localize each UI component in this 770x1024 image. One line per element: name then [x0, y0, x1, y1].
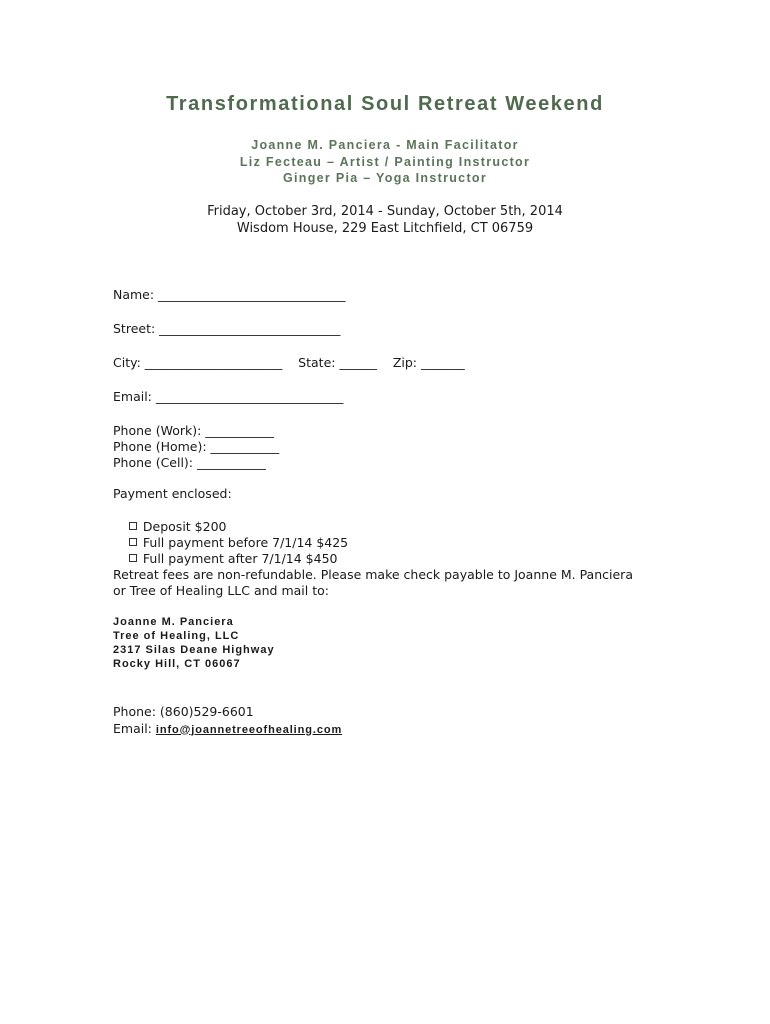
contact-email-label: Email: — [113, 720, 156, 736]
street-field: Street: _____________________________ — [113, 321, 341, 336]
payment-heading: Payment enclosed: — [113, 486, 232, 501]
phone-work-field: Phone (Work): ___________ — [113, 423, 275, 438]
checkbox-icon — [129, 554, 137, 562]
event-location: Wisdom House, 229 East Litchfield, CT 06759 — [236, 221, 534, 236]
contact-email-link[interactable]: info@joannetreeofhealing.com — [155, 723, 343, 736]
refund-notice-line-1: Retreat fees are non-refundable. Please make check payable to Joanne M. Panciera — [113, 567, 633, 582]
mailing-address — [113, 615, 275, 671]
event-dates: Friday, October 3rd, 2014 - Sunday, October 5th, 2014 — [207, 204, 563, 219]
staff-yoga-instructor: Ginger Pia – Yoga Instructor — [282, 171, 488, 185]
address-city: Rocky Hill, CT 06067 — [113, 658, 241, 670]
staff-main-facilitator: Joanne M. Panciera - Main Facilitator — [251, 138, 519, 152]
name-field: Name: ______________________________ — [113, 287, 346, 302]
contact-phone: Phone: (860)529-6601 — [113, 704, 254, 719]
phone-home-field: Phone (Home): ___________ — [113, 439, 280, 454]
address-name: Joanne M. Panciera — [113, 616, 234, 628]
page-title: Transformational Soul Retreat Weekend — [166, 93, 604, 115]
email-field: Email: ______________________________ — [113, 389, 344, 404]
address-street: 2317 Silas Deane Highway — [113, 644, 275, 656]
address-company: Tree of Healing, LLC — [113, 630, 240, 642]
contact-email-row — [113, 721, 342, 739]
contact-info — [113, 704, 342, 738]
payment-option-label: Full payment after 7/1/14 $450 — [142, 550, 338, 566]
staff-list — [0, 137, 770, 187]
city-state-zip-field: City: ______________________ State: ______ Zip: _______ — [113, 355, 465, 370]
phone-cell-field: Phone (Cell): ___________ — [113, 455, 266, 470]
refund-notice-line-2: or Tree of Healing LLC and mail to: — [113, 583, 329, 598]
payment-option-label: Full payment before 7/1/14 $425 — [142, 534, 349, 550]
payment-option-label: Deposit $200 — [142, 518, 227, 534]
staff-painting-instructor: Liz Fecteau – Artist / Painting Instructor — [239, 154, 531, 169]
event-details — [0, 203, 770, 237]
